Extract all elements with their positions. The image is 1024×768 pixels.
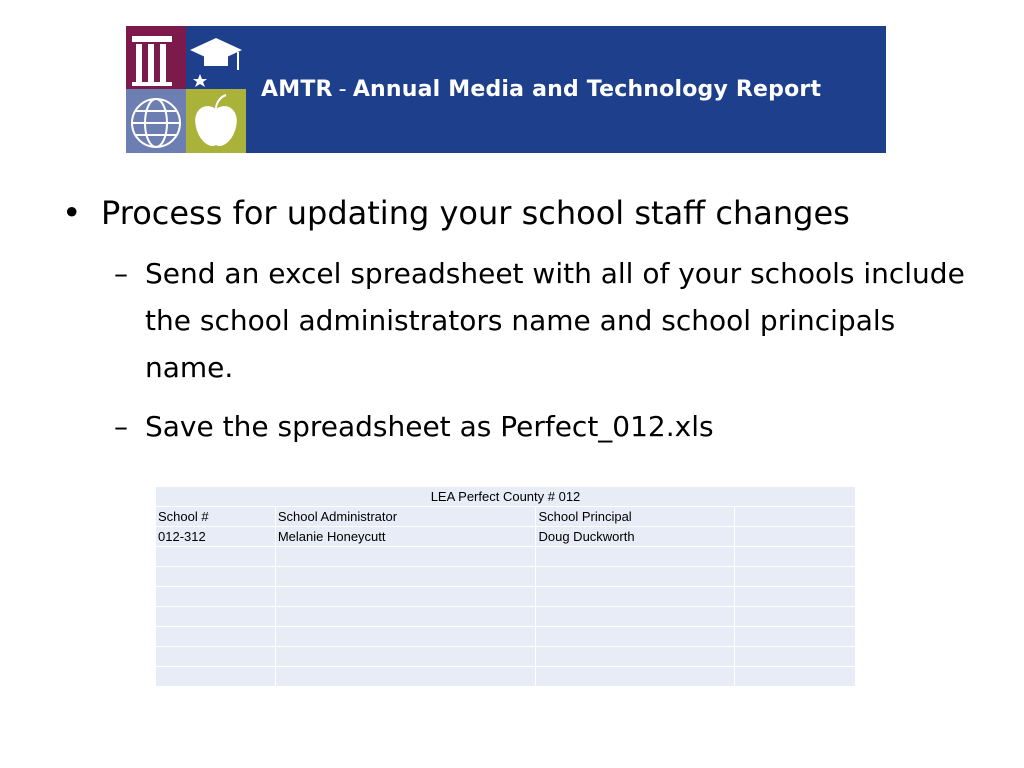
cell xyxy=(735,647,856,667)
cell: Doug Duckworth xyxy=(536,527,735,547)
cell xyxy=(735,547,856,567)
column-icon xyxy=(126,26,186,89)
table-row xyxy=(156,587,856,607)
table-row xyxy=(156,647,856,667)
cell xyxy=(156,607,276,627)
cell xyxy=(275,647,536,667)
cell xyxy=(156,567,276,587)
cell xyxy=(735,607,856,627)
cell xyxy=(735,527,856,547)
cell xyxy=(156,627,276,647)
banner-full-title: Annual Media and Technology Report xyxy=(352,77,822,102)
cell xyxy=(536,547,735,567)
sub-bullet-text: Send an excel spreadsheet with all of your schools include the school administrators name and school principals name. xyxy=(145,257,965,384)
table-row xyxy=(156,567,856,587)
cell xyxy=(275,587,536,607)
banner-acronym: AMTR xyxy=(261,77,333,102)
table-row xyxy=(156,627,856,647)
apple-icon xyxy=(186,89,246,153)
cell xyxy=(536,587,735,607)
cell xyxy=(275,567,536,587)
cell xyxy=(275,627,536,647)
cell xyxy=(156,667,276,687)
cell xyxy=(536,567,735,587)
cell xyxy=(275,607,536,627)
cell xyxy=(536,607,735,627)
cell xyxy=(735,627,856,647)
table-row xyxy=(156,607,856,627)
header-school-principal: School Principal xyxy=(536,507,735,527)
cell: 012-312 xyxy=(156,527,276,547)
cell xyxy=(275,667,536,687)
example-spreadsheet xyxy=(155,486,856,687)
main-bullet-text: Process for updating your school staff changes xyxy=(101,194,850,232)
cell: Melanie Honeycutt xyxy=(275,527,536,547)
graduation-cap-icon xyxy=(186,26,246,89)
table-row xyxy=(156,667,856,687)
sub-bullet-text: Save the spreadsheet as Perfect_012.xls xyxy=(145,410,714,443)
cell xyxy=(156,647,276,667)
amtr-banner xyxy=(126,26,886,153)
table-row xyxy=(156,527,856,547)
cell xyxy=(735,587,856,607)
cell xyxy=(156,547,276,567)
header-school-administrator: School Administrator xyxy=(275,507,536,527)
cell xyxy=(275,547,536,567)
cell xyxy=(536,647,735,667)
cell xyxy=(735,667,856,687)
dash-mark: – xyxy=(114,410,128,443)
sheet-title-row xyxy=(156,487,856,507)
header-blank xyxy=(735,507,856,527)
sheet-title: LEA Perfect County # 012 xyxy=(156,487,856,507)
cell xyxy=(536,667,735,687)
cell xyxy=(156,587,276,607)
table-row xyxy=(156,547,856,567)
banner-logo xyxy=(126,26,246,153)
dash-mark: – xyxy=(114,257,128,290)
banner-separator: - xyxy=(338,77,347,102)
header-school-number: School # xyxy=(156,507,276,527)
bullet-mark: • xyxy=(62,193,82,232)
banner-title xyxy=(261,26,821,153)
cell xyxy=(536,627,735,647)
sheet-header-row xyxy=(156,507,856,527)
globe-icon xyxy=(126,89,186,153)
cell xyxy=(735,567,856,587)
